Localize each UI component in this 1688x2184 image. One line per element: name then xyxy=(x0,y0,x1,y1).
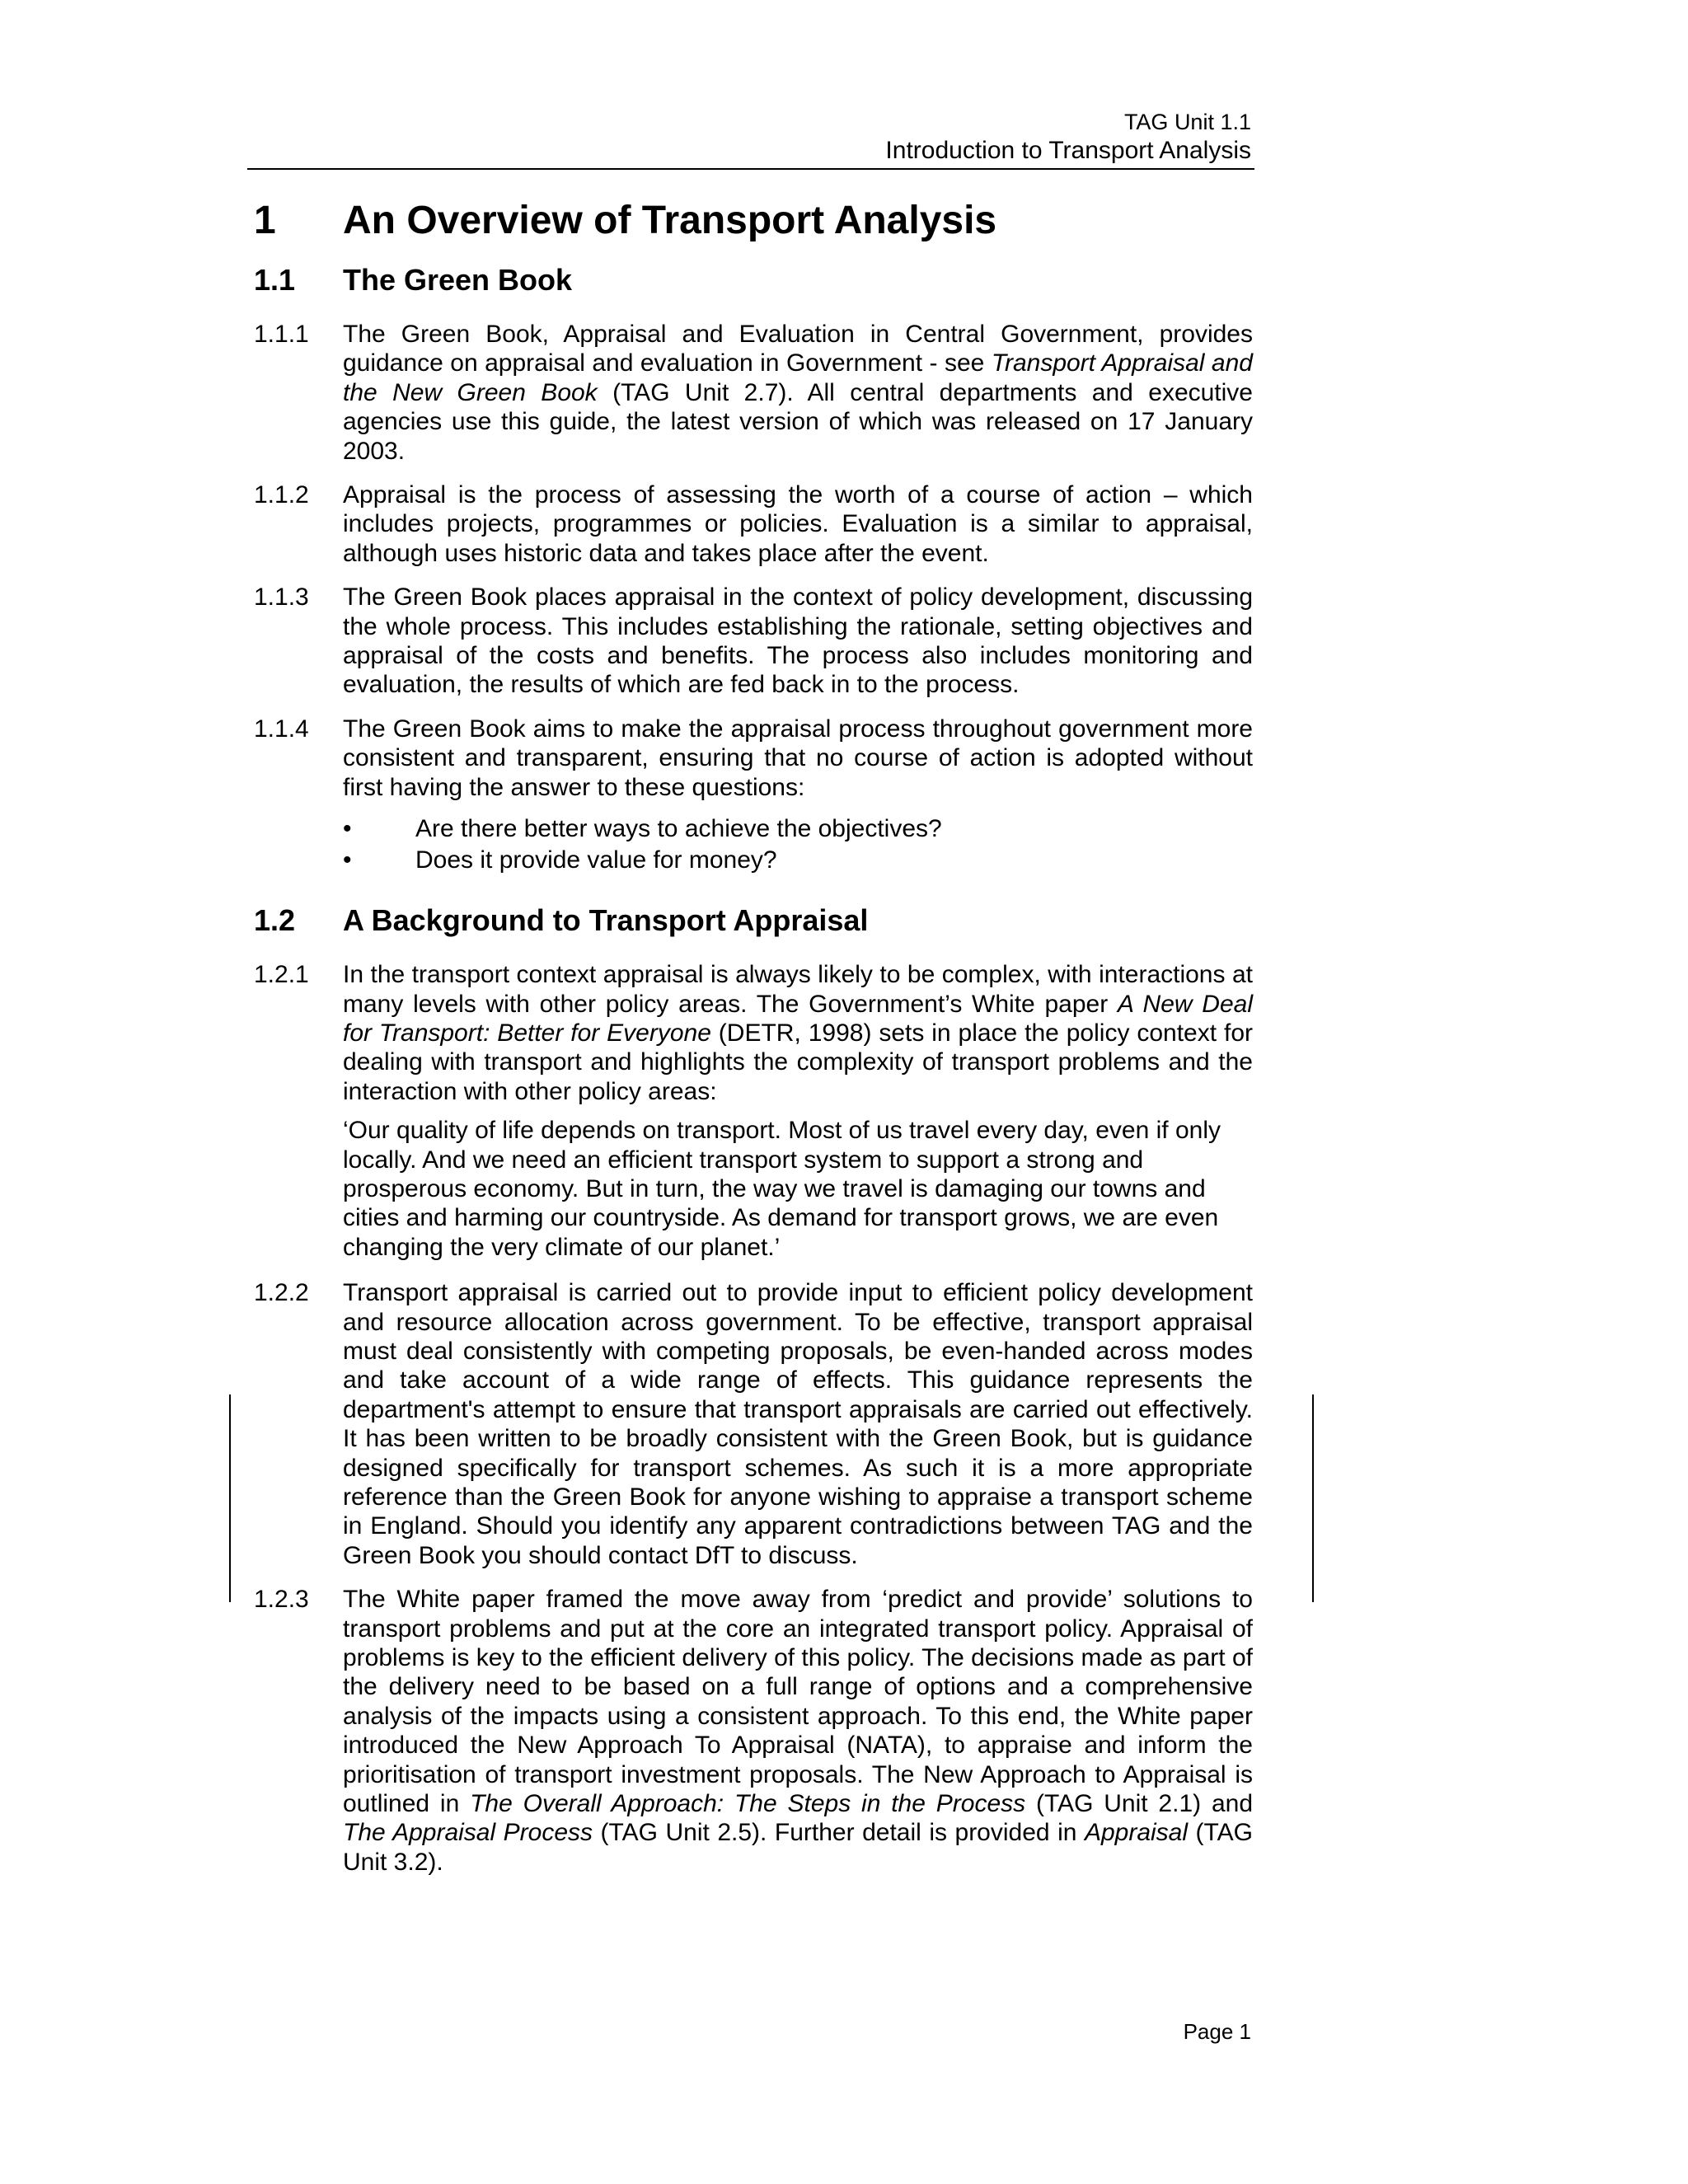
paragraph-text: In the transport context appraisal is always likely to be complex, with interactions at many levels with other policy areas. The Government’s White paper A New Deal for Transport: Better for Everyone (DETR, 1998) sets in place the policy context for dealing with transport and highlights the complexity of transport problems and the interaction with other policy areas: xyxy=(343,961,1253,1105)
paragraph-1-1-3 xyxy=(254,583,1253,700)
paragraph-number: 1.2.1 xyxy=(254,961,309,989)
paragraph-text: The Green Book aims to make the appraisal process throughout government more consistent and transparent, ensuring that no course of action is adopted without first having the answer to these questions: xyxy=(343,715,1253,801)
bullet-icon: • xyxy=(343,846,352,874)
paragraph-1-1-2 xyxy=(254,480,1253,568)
subsection-title: A Background to Transport Appraisal xyxy=(343,903,869,938)
reference-title: The Overall Approach: The Steps in the Process xyxy=(470,1790,1026,1818)
page-number: Page 1 xyxy=(1183,2019,1251,2044)
reference-title: A New Deal for Transport: Better for Everyone xyxy=(343,990,1253,1047)
paragraph-number: 1.2.2 xyxy=(254,1279,309,1307)
list-item: • Does it provide value for money? xyxy=(343,845,1253,876)
section-heading-1 xyxy=(254,194,1253,247)
paragraph-number: 1.1.1 xyxy=(254,321,309,348)
header-title: Introduction to Transport Analysis xyxy=(885,137,1251,164)
reference-title: Appraisal xyxy=(1084,1819,1189,1847)
paragraph-text: The White paper framed the move away from ‘predict and provide’ solutions to transport problems and put at the core an integrated transport policy. Appraisal of problems is key to the efficient delivery of this policy. The decisions made as part of the delivery need to be based on a full range of options and a comprehensive analysis of the impacts using a consistent approach. To this end, the White paper introduced the New Approach To Appraisal (NATA), to appraise and inform the prioritisation of transport investment proposals. The New Approach to Appraisal is outlined in The Overall Approach: The Steps in the Process (TAG Unit 2.1) and The Appraisal Process (TAG Unit 2.5). Further detail is provided in Appraisal (TAG Unit 3.2). xyxy=(343,1586,1254,1876)
paragraph-1-2-2 xyxy=(254,1278,1253,1570)
change-bar-left xyxy=(229,1394,231,1602)
subsection-number: 1.1 xyxy=(254,263,296,297)
section-number: 1 xyxy=(254,199,276,242)
paragraph-text: The Green Book places appraisal in the context of policy development, discussing the whole process. This includes establishing the rationale, setting objectives and appraisal of the costs and benefits. The process also includes monitoring and evaluation, the results of which are fed back in to the process. xyxy=(343,583,1253,699)
paragraph-number: 1.2.3 xyxy=(254,1586,309,1614)
paragraph-number: 1.1.3 xyxy=(254,583,309,612)
paragraph-number: 1.1.4 xyxy=(254,715,309,743)
paragraph-1-1-1 xyxy=(254,320,1253,466)
subsection-title: The Green Book xyxy=(343,263,573,297)
paragraph-text: Appraisal is the process of assessing the worth of a course of action – which includes projects, programmes or policies. Evaluation is a similar to appraisal, although uses historic data and takes place after the event. xyxy=(343,481,1253,567)
paragraph-text: The Green Book, Appraisal and Evaluation in Central Government, provides guidance on appraisal and evaluation in Government - see Transport Appraisal and the New Green Book (TAG Unit 2.7). All central departments and executive agencies use this guide, the latest version of which was released on 17 January 2003. xyxy=(343,321,1253,465)
bullet-list xyxy=(343,813,1253,876)
subsection-heading-1-2 xyxy=(254,901,1253,940)
paragraph-number: 1.1.2 xyxy=(254,481,309,509)
subsection-number: 1.2 xyxy=(254,903,296,938)
paragraph-1-1-4 xyxy=(254,715,1253,802)
reference-title: Transport Appraisal and the New Green Book xyxy=(343,349,1253,406)
subsection-heading-1-1 xyxy=(254,260,1253,300)
paragraph-1-2-3 xyxy=(254,1585,1253,1877)
block-quote: ‘Our quality of life depends on transport. Most of us travel every day, even if only locally. And we need an efficient transport system to support a strong and prosperous economy. But in turn, the way we travel is damaging our towns and cities and harming our countryside. As demand for transport grows, we are even changing the very climate of our planet.’ xyxy=(343,1117,1221,1261)
reference-title: The Appraisal Process xyxy=(343,1819,593,1847)
bullet-icon: • xyxy=(343,815,352,843)
change-bar-right xyxy=(1312,1394,1314,1602)
paragraph-1-2-1 xyxy=(254,960,1253,1106)
header-unit: TAG Unit 1.1 xyxy=(1123,110,1251,134)
section-title: An Overview of Transport Analysis xyxy=(343,199,997,242)
list-item: • Are there better ways to achieve the objectives? xyxy=(343,813,1253,845)
header-rule xyxy=(247,168,1254,170)
paragraph-text: Transport appraisal is carried out to provide input to efficient policy development and resource allocation across government. To be effective, transport appraisal must deal consistently with competing proposals, be even-handed across modes and take account of a wide range of effects. This guidance represents the department's attempt to ensure that transport appraisals are carried out effectively. It has been written to be broadly consistent with the Green Book, but is guidance designed specifically for transport schemes. As such it is a more appropriate reference than the Green Book for anyone wishing to appraise a transport scheme in England. Should you identify any apparent contradictions between TAG and the Green Book you should contact DfT to discuss. xyxy=(343,1279,1253,1569)
document-body xyxy=(254,190,1253,1877)
